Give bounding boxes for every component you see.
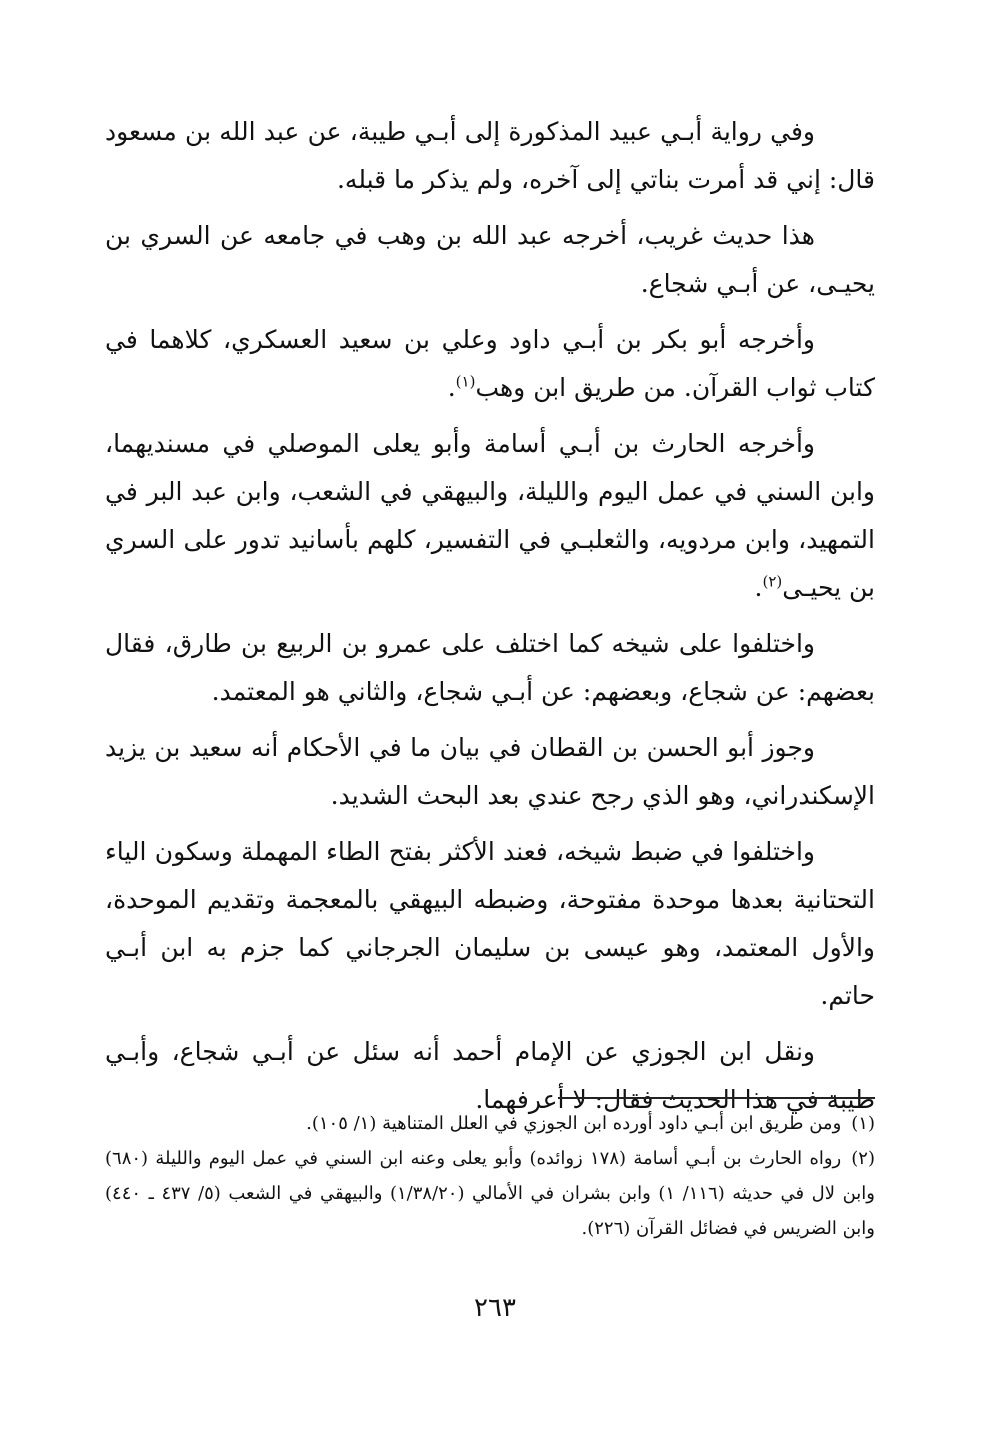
footnote-1-number: (١) — [851, 1113, 875, 1134]
paragraph-7-text: واختلفوا في ضبط شيخه، فعند الأكثر بفتح الطاء المهملة وسكون الياء التحتانية بعدها موحدة مفتوحة، وضبطه البيهقي بالمعجمة وتقديم الموحدة، والأول المعتمد، وهو عيسى بن سليمان الجرجاني كما جزم به ابن أبـي حاتم. — [105, 837, 875, 1010]
paragraph-8-text: ونقل ابن الجوزي عن الإمام أحمد أنه سئل عن أبـي شجاع، وأبـي طيبة في هذا الحديث فقال: لا أعرفهما. — [105, 1037, 875, 1114]
paragraph-3-text: وأخرجه أبو بكر بن أبـي داود وعلي بن سعيد العسكري، كلاهما في كتاب ثواب القرآن. من طريق ابن وهب — [105, 325, 875, 402]
page-number: ٢٦٣ — [474, 1293, 516, 1323]
paragraph-4 — [105, 420, 875, 612]
paragraph-6 — [105, 724, 875, 820]
footnote-ref-1[interactable]: (١) — [455, 372, 476, 391]
paragraph-3-end: . — [447, 373, 456, 402]
paragraph-4-end: . — [754, 573, 763, 602]
footnote-2 — [105, 1141, 875, 1246]
paragraph-5-text: واختلفوا على شيخه كما اختلف على عمرو بن الربيع بن طارق، فقال بعضهم: عن شجاع، وبعضهم: عن أبـي شجاع، والثاني هو المعتمد. — [105, 629, 875, 706]
paragraph-1-text: وفي رواية أبـي عبيد المذكورة إلى أبـي طيبة، عن عبد الله بن مسعود قال: إني قد أمرت بناتي إلى آخره، ولم يذكر ما قبله. — [105, 117, 875, 194]
paragraph-4-text: وأخرجه الحارث بن أبـي أسامة وأبو يعلى الموصلي في مسنديهما، وابن السني في عمل اليوم والليلة، والبيهقي في الشعب، وابن عبد البر في التمهيد، وابن مردويه، والثعلبـي في التفسير، كلهم بأسانيد تدور على السري بن يحيـى — [105, 429, 875, 602]
main-text-block — [105, 108, 875, 1132]
footnote-2-number: (٢) — [851, 1148, 875, 1169]
footnote-ref-2[interactable]: (٢) — [762, 572, 783, 591]
footnote-1-text: ومن طريق ابن أبـي داود أورده ابن الجوزي في العلل المتناهية (١/ ١٠٥). — [306, 1113, 842, 1134]
footnote-2-text: رواه الحارث بن أبـي أسامة (١٧٨ زوائده) وأبو يعلى وعنه ابن السني في عمل اليوم والليلة (٦٨٠) وابن لال في حديثه (١١٦/ ١) وابن بشران في الأمالي (١/٣٨/٢٠) والبيهقي في الشعب (٥/ ٤٣٧ ـ ٤٤٠) وابن الضريس في فضائل القرآن (٢٢٦). — [105, 1148, 875, 1239]
footnote-1 — [105, 1106, 875, 1141]
paragraph-1 — [105, 108, 875, 204]
paragraph-3 — [105, 316, 875, 412]
paragraph-7 — [105, 828, 875, 1020]
paragraph-2 — [105, 212, 875, 308]
footnotes-block — [105, 1106, 875, 1246]
paragraph-5 — [105, 620, 875, 716]
paragraph-2-text: هذا حديث غريب، أخرجه عبد الله بن وهب في جامعه عن السري بن يحيـى، عن أبـي شجاع. — [105, 221, 875, 298]
paragraph-6-text: وجوز أبو الحسن بن القطان في بيان ما في الأحكام أنه سعيد بن يزيد الإسكندراني، وهو الذي رجح عندي بعد البحث الشديد. — [105, 733, 875, 810]
footnote-separator — [558, 1097, 875, 1099]
